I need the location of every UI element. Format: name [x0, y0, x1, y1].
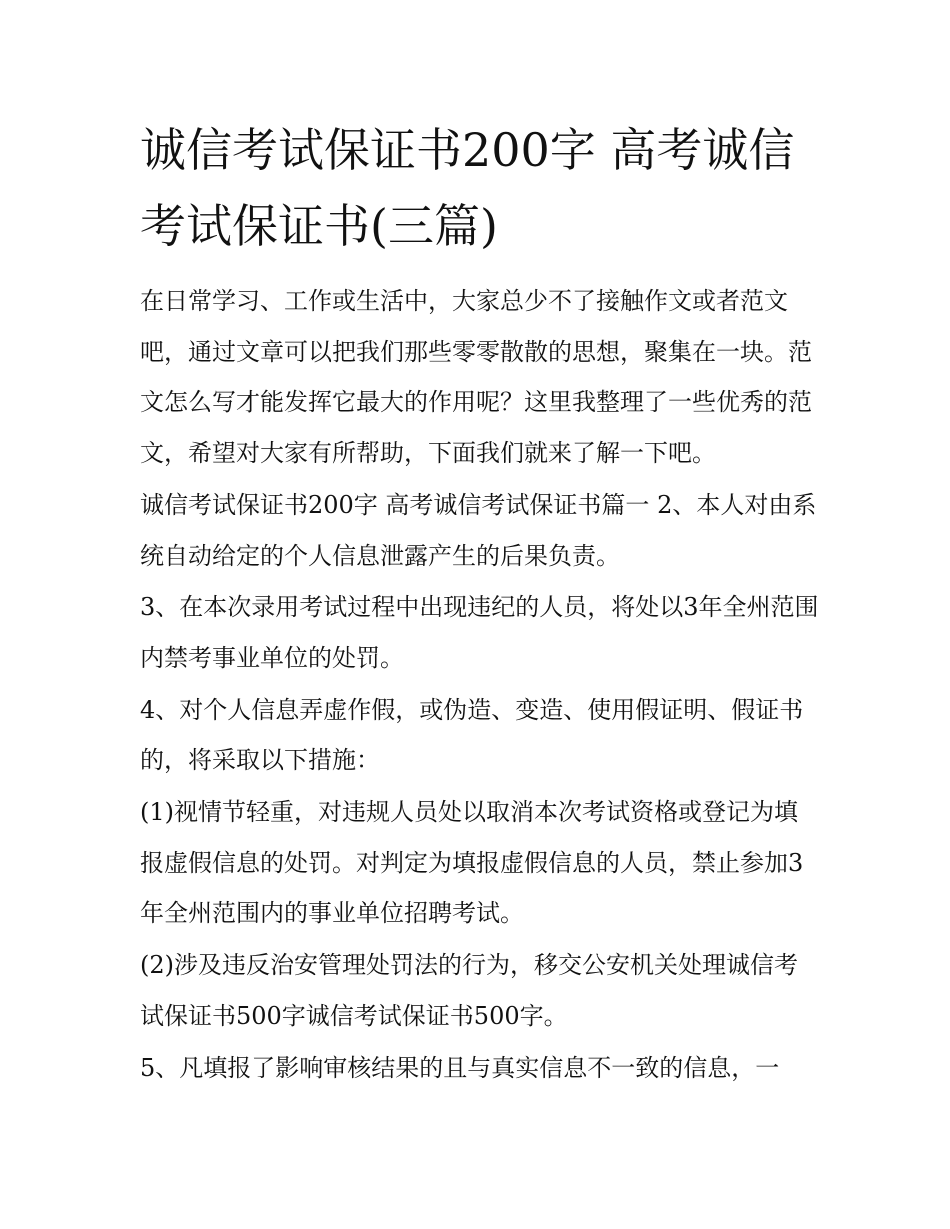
paragraph-item-3: 3、在本次录用考试过程中出现违纪的人员，将处以3年全州范围内禁考事业单位的处罚。 — [140, 593, 819, 672]
paragraph-item-4-2: (2)涉及违反治安管理处罚法的行为，移交公安机关处理诚信考试保证书500字诚信考试保证书500字。 — [140, 951, 798, 1030]
paragraph-section-one: 诚信考试保证书200字 高考诚信考试保证书篇一 2、本人对由系统自动给定的个人信息泄露产生的后果负责。 — [140, 490, 817, 570]
paragraph-item-4-1: (1)视情节轻重，对违规人员处以取消本次考试资格或登记为填报虚假信息的处罚。对判定为填报虚假信息的人员，禁止参加3年全州范围内的事业单位招聘考试。 — [140, 798, 804, 928]
paragraph-intro: 在日常学习、工作或生活中，大家总少不了接触作文或者范文吧，通过文章可以把我们那些零零散散的思想，聚集在一块。范文怎么写才能发挥它最大的作用呢？这里我整理了一些优秀的范文，希望对大家有所帮助，下面我们就来了解一下吧。 — [140, 287, 812, 468]
paragraph-item-5: 5、凡填报了影响审核结果的且与真实信息不一致的信息，一 — [140, 1053, 780, 1082]
paragraph-item-4: 4、对个人信息弄虚作假，或伪造、变造、使用假证明、假证书的，将采取以下措施： — [140, 695, 804, 775]
document-body — [140, 276, 820, 1094]
document-title: 诚信考试保证书200字 高考诚信考试保证书(三篇) — [140, 123, 795, 253]
